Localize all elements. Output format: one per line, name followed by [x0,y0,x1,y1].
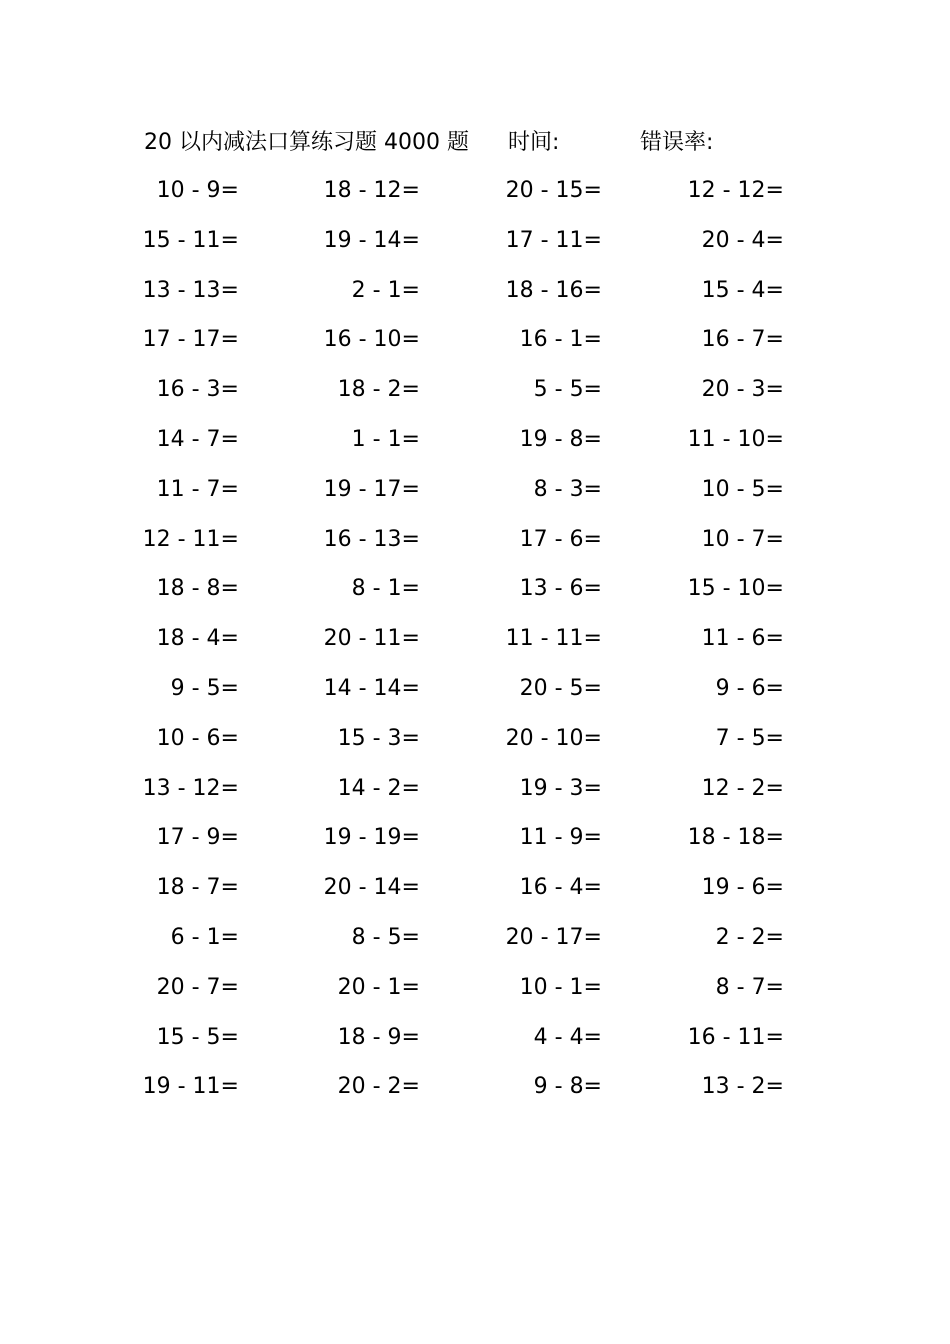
problem-row [0,570,950,620]
subtraction-problem: 2 - 1= [351,277,420,303]
subtraction-problem: 7 - 5= [715,725,784,751]
subtraction-problem: 20 - 11= [323,626,420,652]
subtraction-problem: 8 - 5= [351,924,420,950]
subtraction-problem: 5 - 5= [533,377,602,403]
problem-grid [0,172,950,1118]
subtraction-problem: 18 - 18= [687,825,784,851]
problem-row [0,819,950,869]
subtraction-problem: 20 - 1= [337,974,420,1000]
subtraction-problem: 8 - 7= [715,974,784,1000]
subtraction-problem: 19 - 19= [323,825,420,851]
subtraction-problem: 9 - 8= [533,1074,602,1100]
subtraction-problem: 15 - 11= [142,227,239,253]
subtraction-problem: 12 - 2= [701,775,784,801]
problem-row [0,321,950,371]
subtraction-problem: 15 - 3= [337,725,420,751]
subtraction-problem: 10 - 1= [519,974,602,1000]
subtraction-problem: 20 - 17= [505,924,602,950]
worksheet-header [144,126,784,160]
subtraction-problem: 18 - 16= [505,277,602,303]
subtraction-problem: 11 - 6= [701,626,784,652]
subtraction-problem: 15 - 10= [687,576,784,602]
problem-row [0,521,950,571]
subtraction-problem: 17 - 17= [142,327,239,353]
subtraction-problem: 19 - 17= [323,476,420,502]
subtraction-problem: 13 - 12= [142,775,239,801]
subtraction-problem: 14 - 7= [156,426,239,452]
worksheet-title: 20 以内减法口算练习题 4000 题 [144,130,469,155]
time-label: 时间: [508,130,560,155]
problem-row [0,919,950,969]
subtraction-problem: 20 - 4= [701,227,784,253]
problem-row [0,869,950,919]
problem-row [0,471,950,521]
subtraction-problem: 11 - 10= [687,426,784,452]
subtraction-problem: 11 - 7= [156,476,239,502]
subtraction-problem: 18 - 9= [337,1024,420,1050]
subtraction-problem: 13 - 2= [701,1074,784,1100]
problem-row [0,969,950,1019]
subtraction-problem: 12 - 11= [142,526,239,552]
problem-row [0,172,950,222]
subtraction-problem: 1 - 1= [351,426,420,452]
subtraction-problem: 18 - 2= [337,377,420,403]
subtraction-problem: 8 - 1= [351,576,420,602]
subtraction-problem: 17 - 11= [505,227,602,253]
problem-row [0,720,950,770]
subtraction-problem: 19 - 3= [519,775,602,801]
subtraction-problem: 20 - 15= [505,178,602,203]
subtraction-problem: 8 - 3= [533,476,602,502]
subtraction-problem: 17 - 9= [156,825,239,851]
subtraction-problem: 15 - 4= [701,277,784,303]
subtraction-problem: 2 - 2= [715,924,784,950]
subtraction-problem: 10 - 9= [156,178,239,203]
problem-row [0,620,950,670]
subtraction-problem: 20 - 7= [156,974,239,1000]
subtraction-problem: 19 - 14= [323,227,420,253]
subtraction-problem: 10 - 6= [156,725,239,751]
subtraction-problem: 18 - 7= [156,875,239,901]
subtraction-problem: 16 - 13= [323,526,420,552]
subtraction-problem: 20 - 2= [337,1074,420,1100]
subtraction-problem: 11 - 9= [519,825,602,851]
subtraction-problem: 20 - 10= [505,725,602,751]
subtraction-problem: 11 - 11= [505,626,602,652]
subtraction-problem: 13 - 6= [519,576,602,602]
subtraction-problem: 17 - 6= [519,526,602,552]
subtraction-problem: 20 - 3= [701,377,784,403]
problem-row [0,670,950,720]
subtraction-problem: 14 - 14= [323,675,420,701]
subtraction-problem: 16 - 1= [519,327,602,353]
subtraction-problem: 19 - 11= [142,1074,239,1100]
subtraction-problem: 14 - 2= [337,775,420,801]
subtraction-problem: 20 - 5= [519,675,602,701]
subtraction-problem: 18 - 12= [323,178,420,203]
subtraction-problem: 13 - 13= [142,277,239,303]
subtraction-problem: 16 - 7= [701,327,784,353]
problem-row [0,421,950,471]
subtraction-problem: 16 - 10= [323,327,420,353]
subtraction-problem: 4 - 4= [533,1024,602,1050]
subtraction-problem: 19 - 6= [701,875,784,901]
subtraction-problem: 16 - 11= [687,1024,784,1050]
problem-row [0,371,950,421]
subtraction-problem: 10 - 5= [701,476,784,502]
subtraction-problem: 12 - 12= [687,178,784,203]
subtraction-problem: 20 - 14= [323,875,420,901]
problem-row [0,1019,950,1069]
subtraction-problem: 10 - 7= [701,526,784,552]
problem-row [0,272,950,322]
error-rate-label: 错误率: [640,130,714,155]
subtraction-problem: 9 - 6= [715,675,784,701]
subtraction-problem: 6 - 1= [170,924,239,950]
subtraction-problem: 19 - 8= [519,426,602,452]
problem-row [0,222,950,272]
subtraction-problem: 16 - 3= [156,377,239,403]
subtraction-problem: 15 - 5= [156,1024,239,1050]
problem-row [0,770,950,820]
subtraction-problem: 16 - 4= [519,875,602,901]
subtraction-problem: 18 - 4= [156,626,239,652]
subtraction-problem: 9 - 5= [170,675,239,701]
problem-row [0,1068,950,1118]
subtraction-problem: 18 - 8= [156,576,239,602]
